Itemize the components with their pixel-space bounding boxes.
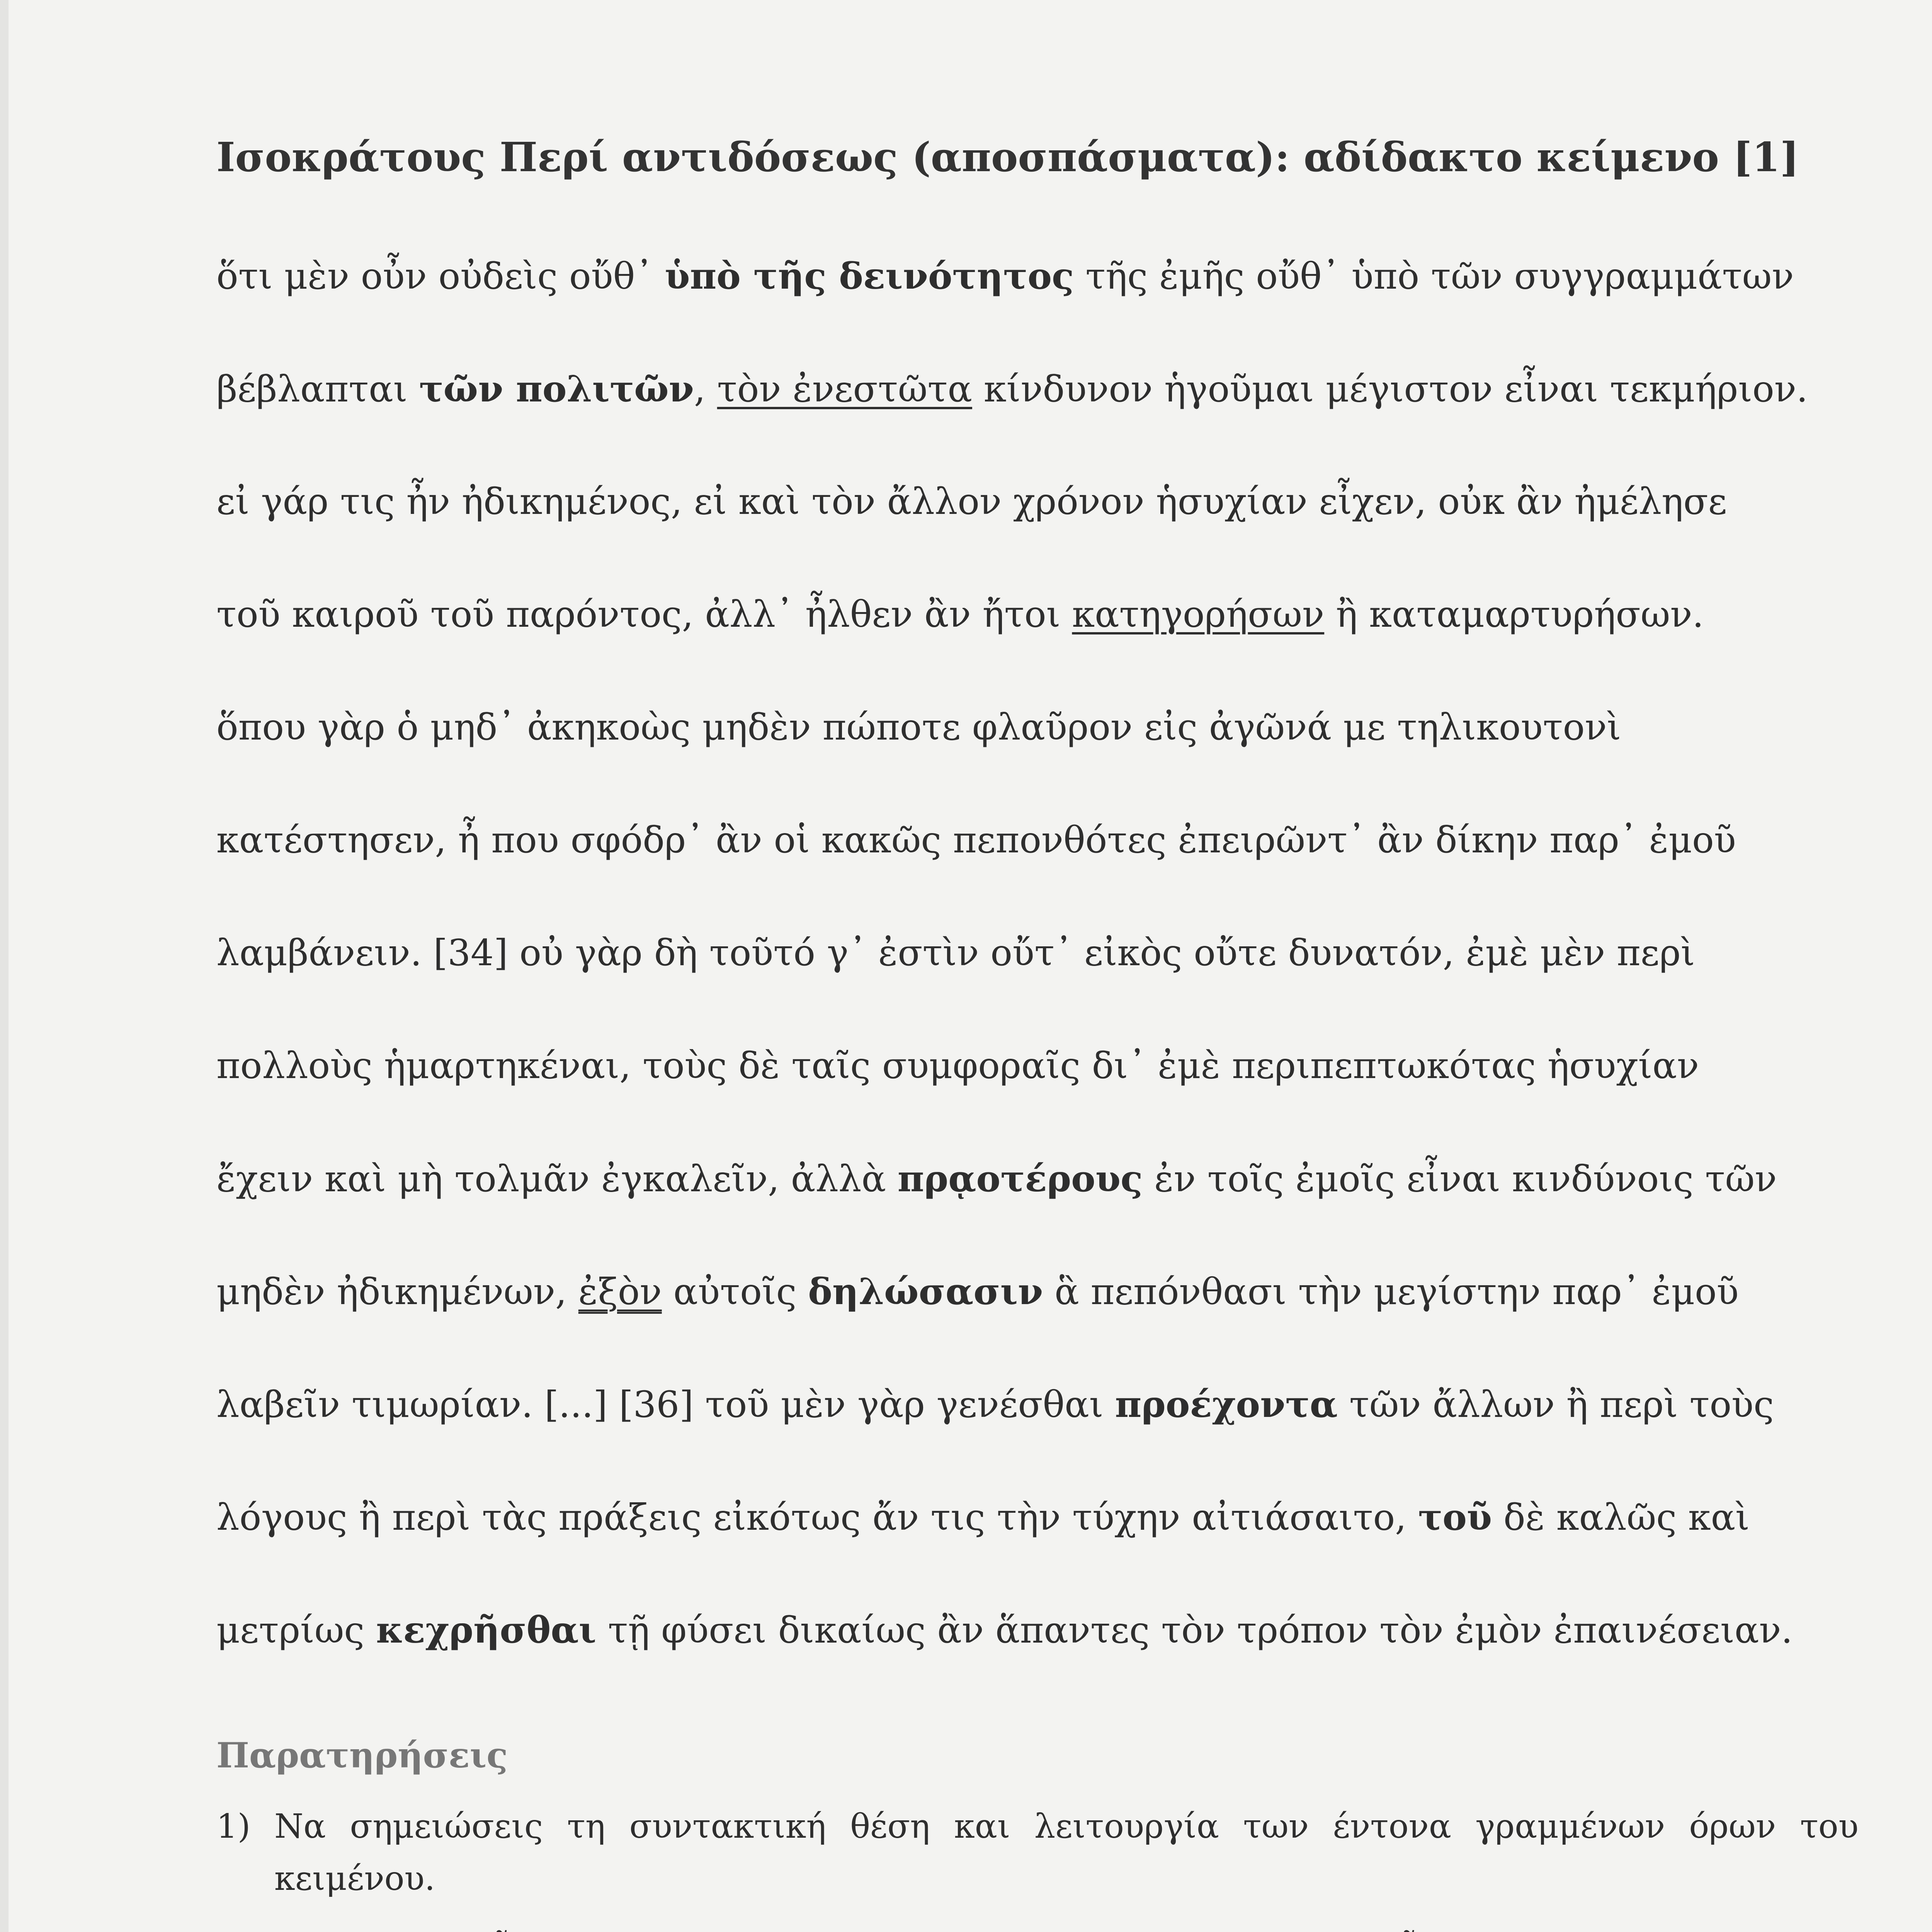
text-segment: ὅπου γὰρ ὁ μηδ᾽ ἀκηκοὼς μηδὲν πώποτε φλαῦρον εἰς ἀγῶνά με τηλικουτονὶ (216, 706, 1621, 748)
passage-line (216, 481, 1727, 523)
bold-term: δηλώσασιν (808, 1270, 1043, 1313)
bold-term: τῶν πολιτῶν (419, 368, 694, 410)
text-segment: τῆς ἐμῆς οὔθ᾽ ὑπὸ τῶν συγγραμμάτων (1074, 255, 1794, 298)
text-segment: , (694, 368, 717, 410)
bold-term: τοῦ (1418, 1496, 1492, 1539)
text-segment: λαβεῖν τιμωρίαν. [...] [36] τοῦ μὲν γὰρ γενέσθαι (216, 1384, 1115, 1426)
passage-line (216, 368, 1808, 410)
bold-term: ὑπὸ τῆς δεινότητος (665, 255, 1074, 298)
text-segment: ἐν τοῖς ἐμοῖς εἶναι κινδύνοις τῶν (1143, 1158, 1777, 1200)
note-text: Να σημειώσεις τη συντακτική θέση και λειτουργία των έντονα γραμμένων όρων του κειμένου. (274, 1807, 1859, 1898)
text-segment: μετρίως (216, 1609, 376, 1651)
note-number: 1) (216, 1807, 251, 1846)
text-segment: βέβλαπται (216, 368, 419, 410)
text-segment: λαμβάνειν. [34] οὐ γὰρ δὴ τοῦτό γ᾽ ἐστὶν οὔτ᾽ εἰκὸς οὔτε δυνατόν, ἐμὲ μὲν περὶ (216, 932, 1695, 974)
bold-term: πρᾳοτέρους (897, 1158, 1143, 1200)
note-item (216, 1926, 1859, 1932)
text-segment: ὅτι μὲν οὖν οὐδεὶς οὔθ᾽ (216, 255, 665, 298)
text-segment: δὲ καλῶς καὶ (1492, 1497, 1750, 1539)
underlined-term: κατηγορήσων (1072, 594, 1325, 636)
note-item (216, 1801, 1859, 1905)
text-segment: τῶν ἄλλων ἢ περὶ τοὺς (1337, 1384, 1774, 1426)
notes-list (216, 1801, 1859, 1932)
passage-line (216, 1045, 1699, 1087)
passage-line (216, 1609, 1793, 1651)
text-segment: κατέστησεν, ἦ που σφόδρ᾽ ἂν οἱ κακῶς πεπονθότες ἐπειρῶντ᾽ ἂν δίκην παρ᾽ ἐμοῦ (216, 819, 1736, 861)
text-segment: κίνδυνον ἡγοῦμαι μέγιστον εἶναι τεκμήριον. (972, 368, 1808, 410)
bold-term: προέχοντα (1115, 1383, 1338, 1426)
underlined-term: ἐξὸν (578, 1271, 662, 1313)
text-segment: εἰ γάρ τις ἦν ἠδικημένος, εἰ καὶ τὸν ἄλλον χρόνον ἡσυχίαν εἶχεν, οὐκ ἂν ἠμέλησε (216, 481, 1727, 523)
passage-line (216, 1270, 1739, 1313)
text-segment: μηδὲν ἠδικημένων, (216, 1271, 578, 1313)
text-segment: τῇ φύσει δικαίως ἂν ἅπαντες τὸν τρόπον τὸν ἐμὸν ἐπαινέσειαν. (596, 1609, 1793, 1651)
bold-term: κεχρῆσθαι (376, 1609, 597, 1651)
text-segment: ἢ καταμαρτυρήσων. (1324, 594, 1704, 636)
underlined-term: τὸν ἐνεστῶτα (717, 368, 972, 410)
text-segment: πολλοὺς ἡμαρτηκέναι, τοὺς δὲ ταῖς συμφοραῖς δι᾽ ἐμὲ περιπεπτωκότας ἡσυχίαν (216, 1045, 1699, 1087)
passage-line (216, 594, 1704, 636)
text-segment: ἃ πεπόνθασι τὴν μεγίστην παρ᾽ ἐμοῦ (1043, 1271, 1739, 1313)
passage-line (216, 819, 1736, 861)
text-segment: λόγους ἢ περὶ τὰς πράξεις εἰκότως ἄν τις τὴν τύχην αἰτιάσαιτο, (216, 1497, 1418, 1539)
passage-line (216, 706, 1621, 748)
scan-edge (0, 0, 9, 1932)
text-segment: τοῦ καιροῦ τοῦ παρόντος, ἀλλ᾽ ἦλθεν ἂν ἤτοι (216, 594, 1072, 636)
passage-line (216, 932, 1695, 974)
passage-line (216, 1496, 1750, 1539)
text-segment: αὐτοῖς (662, 1271, 808, 1313)
passage-line (216, 1158, 1777, 1200)
notes-heading: Παρατηρήσεις (216, 1735, 508, 1776)
passage-line (216, 255, 1794, 298)
page-title: Ισοκράτους Περί αντιδόσεως (αποσπάσματα): αδίδακτο κείμενο [1] (216, 133, 1799, 181)
passage-line (216, 1383, 1774, 1426)
note-number (216, 1926, 250, 1932)
text-segment: ἔχειν καὶ μὴ τολμᾶν ἐγκαλεῖν, ἀλλὰ (216, 1158, 898, 1200)
